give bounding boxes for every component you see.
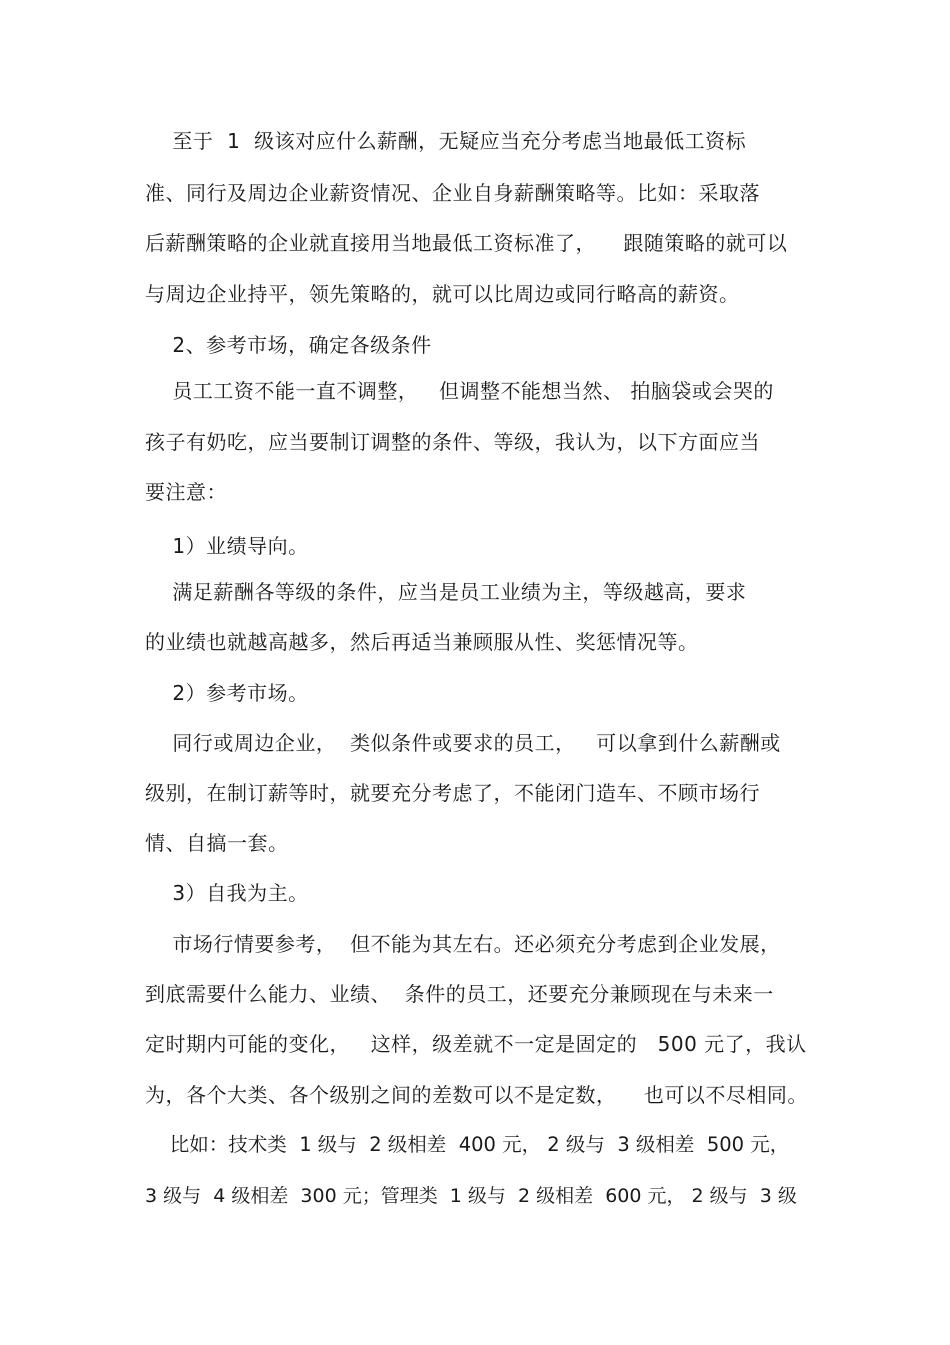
paragraph-line: 定时期内可能的变化， 这样，级差就不一定是固定的 500 元了，我认	[145, 1032, 807, 1056]
paragraph-line: 同行或周边企业， 类似条件或要求的员工， 可以拿到什么薪酬或	[145, 731, 781, 755]
paragraph-line: 市场行情要参考， 但不能为其左右。还必须充分考虑到企业发展，	[145, 932, 781, 956]
paragraph-line: 的业绩也就越高越多，然后再适当兼顾服从性、奖惩情况等。	[145, 630, 699, 654]
paragraph-line: 级别，在制订薪等时，就要充分考虑了，不能闭门造车、不顾市场行	[145, 781, 760, 805]
paragraph-line: 与周边企业持平，领先策略的，就可以比周边或同行略高的薪资。	[145, 282, 740, 306]
paragraph-line: 员工工资不能一直不调整， 但调整不能想当然、 拍脑袋或会哭的	[145, 379, 774, 403]
paragraph-line: 比如：技术类 1 级与 2 级相差 400 元， 2 级与 3 级相差 500 元，	[145, 1133, 790, 1156]
paragraph-line: 至于 1 级该对应什么薪酬，无疑应当充分考虑当地最低工资标	[145, 129, 747, 153]
paragraph-line: 为，各个大类、各个级别之间的差数可以不是定数， 也可以不尽相同。	[145, 1083, 808, 1107]
paragraph-line: 孩子有奶吃，应当要制订调整的条件、等级，我认为，以下方面应当	[145, 430, 760, 454]
subsection-heading: 2）参考市场。	[145, 681, 309, 705]
paragraph-line: 到底需要什么能力、业绩、 条件的员工，还要充分兼顾现在与未来一	[145, 982, 774, 1006]
section-heading: 2、参考市场，确定各级条件	[145, 333, 432, 357]
subsection-heading: 3）自我为主。	[145, 881, 309, 905]
paragraph-line: 准、同行及周边企业薪资情况、企业自身薪酬策略等。比如：采取落	[145, 181, 760, 205]
paragraph-line: 情、自搞一套。	[145, 831, 289, 855]
paragraph-line: 要注意：	[145, 480, 227, 504]
paragraph-line: 后薪酬策略的企业就直接用当地最低工资标准了， 跟随策略的就可以	[145, 231, 788, 255]
paragraph-line: 3 级与 4 级相差 300 元；管理类 1 级与 2 级相差 600 元， 2 级与 3 级	[145, 1185, 797, 1207]
subsection-heading: 1）业绩导向。	[145, 534, 309, 558]
paragraph-line: 满足薪酬各等级的条件，应当是员工业绩为主，等级越高，要求	[145, 580, 747, 604]
